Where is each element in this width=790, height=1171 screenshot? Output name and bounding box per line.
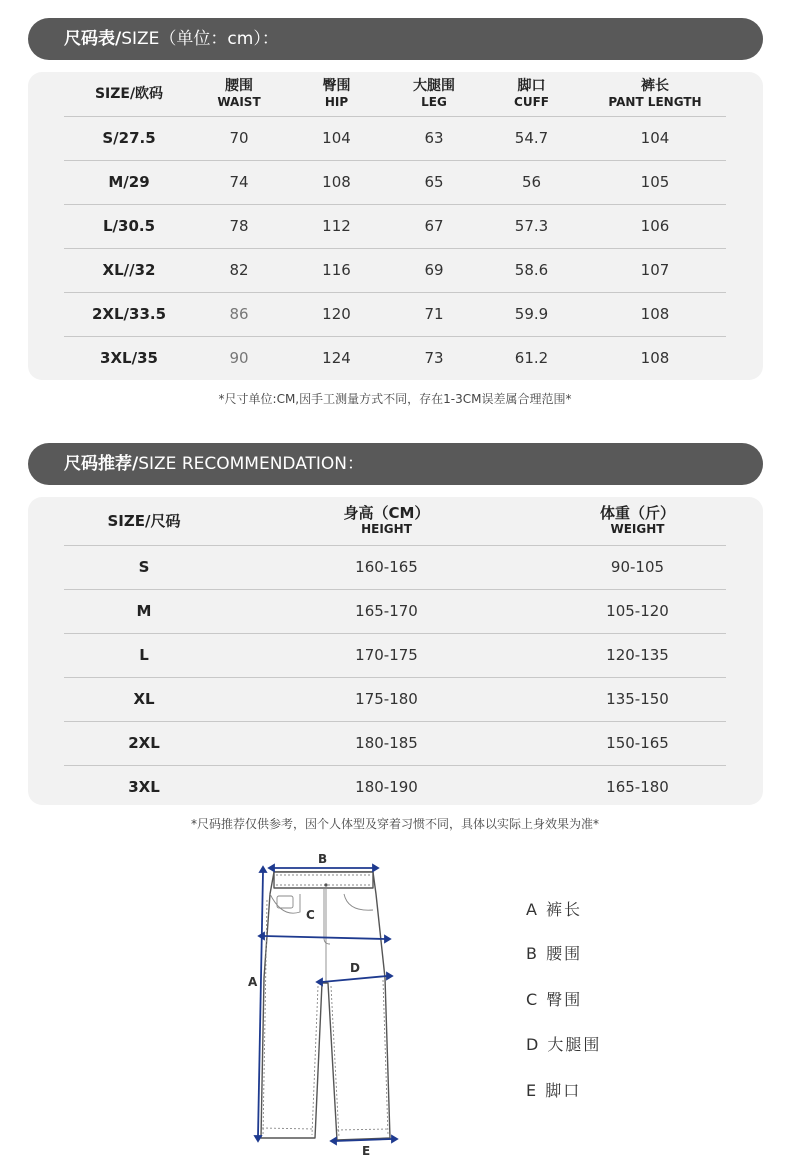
recommendation-card: [28, 497, 763, 805]
size-chart-cell: L/30.5: [64, 204, 194, 248]
legend-item-c: C 臀围: [526, 990, 583, 1009]
size-chart-cell: 58.6: [479, 248, 584, 292]
size-chart-cell: 70: [194, 116, 284, 160]
recommendation-banner: [28, 443, 763, 485]
size-chart-title: 尺码表/: [64, 29, 122, 49]
recommendation-cell: 180-185: [224, 721, 549, 765]
size-chart-cell: 124: [284, 336, 389, 380]
size-chart-cell: 108: [584, 336, 726, 380]
recommendation-cell: 180-190: [224, 765, 549, 809]
size-chart-note: *尺寸单位:CM,因手工测量方式不同，存在1-3CM误差属合理范围*: [218, 392, 572, 406]
recommendation-cell: 2XL: [64, 721, 224, 765]
header-size: SIZE/欧码: [94, 85, 164, 102]
recommendation-row: [64, 721, 726, 765]
size-chart-cell: 107: [584, 248, 726, 292]
size-chart-table: [64, 72, 726, 380]
size-chart-row: [64, 204, 726, 248]
size-chart-row: [64, 248, 726, 292]
size-chart-header-row: [64, 72, 726, 116]
size-chart-cell: 67: [389, 204, 479, 248]
size-chart-banner: [28, 18, 763, 60]
label-d: D: [350, 961, 360, 975]
recommendation-cell: XL: [64, 677, 224, 721]
legend-item-b: B 腰围: [526, 944, 583, 963]
recommendation-cell: M: [64, 589, 224, 633]
size-chart-row: [64, 336, 726, 380]
size-chart-cell: 2XL/33.5: [64, 292, 194, 336]
size-chart-cell: 69: [389, 248, 479, 292]
recommendation-cell: 160-165: [224, 545, 549, 589]
recommendation-title-rest: SIZE RECOMMENDATION：: [138, 454, 365, 474]
size-chart-row: [64, 160, 726, 204]
size-chart-cell: 106: [584, 204, 726, 248]
recommendation-row: [64, 677, 726, 721]
size-chart-cell: 57.3: [479, 204, 584, 248]
recommendation-cell: 135-150: [549, 677, 726, 721]
size-chart-cell: 3XL/35: [64, 336, 194, 380]
size-chart-cell: 73: [389, 336, 479, 380]
size-chart-cell: 74: [194, 160, 284, 204]
size-chart-cell: M/29: [64, 160, 194, 204]
header-waist: 腰围 WAIST: [217, 77, 261, 109]
size-chart-cell: 108: [584, 292, 726, 336]
recommendation-row: [64, 633, 726, 677]
size-chart-cell: 71: [389, 292, 479, 336]
size-chart-cell: 105: [584, 160, 726, 204]
recommendation-note: *尺码推荐仅供参考，因个人体型及穿着习惯不同，具体以实际上身效果为准*: [190, 817, 599, 831]
size-chart-cell: 82: [194, 248, 284, 292]
size-chart-cell: 56: [479, 160, 584, 204]
legend-item-e: E 脚口: [526, 1081, 582, 1100]
recommendation-cell: L: [64, 633, 224, 677]
size-chart-cell: XL//32: [64, 248, 194, 292]
size-chart-cell: 112: [284, 204, 389, 248]
size-chart-cell: 65: [389, 160, 479, 204]
waistband: [274, 872, 373, 888]
recommendation-cell: 90-105: [549, 545, 726, 589]
size-chart-cell: S/27.5: [64, 116, 194, 160]
recommendation-cell: S: [64, 545, 224, 589]
recommendation-table: [64, 497, 726, 809]
pants-outline: [261, 872, 390, 1140]
recommendation-cell: 170-175: [224, 633, 549, 677]
header-height: 身高（CM） HEIGHT: [343, 503, 430, 536]
label-a: A: [248, 975, 258, 989]
recommendation-row: [64, 765, 726, 809]
size-chart-cell: 54.7: [479, 116, 584, 160]
header-pant-length: 裤长 PANT LENGTH: [608, 77, 702, 109]
header-size-rec: SIZE/尺码: [107, 511, 181, 530]
recommendation-header-row: [64, 497, 726, 545]
header-cuff: 脚口 CUFF: [514, 77, 549, 109]
recommendation-title: 尺码推荐/: [64, 454, 139, 474]
size-chart-cell: 90: [194, 336, 284, 380]
size-chart-cell: 108: [284, 160, 389, 204]
size-chart-row: [64, 116, 726, 160]
recommendation-cell: 3XL: [64, 765, 224, 809]
header-leg: 大腿围 LEG: [413, 77, 455, 109]
recommendation-cell: 120-135: [549, 633, 726, 677]
recommendation-cell: 165-170: [224, 589, 549, 633]
label-b: B: [318, 852, 328, 866]
recommendation-cell: 175-180: [224, 677, 549, 721]
legend-item-a: A 裤长: [526, 900, 583, 919]
recommendation-row: [64, 545, 726, 589]
size-chart-cell: 78: [194, 204, 284, 248]
size-chart-cell: 86: [194, 292, 284, 336]
header-hip: 臀围 HIP: [322, 77, 351, 109]
size-chart-cell: 104: [284, 116, 389, 160]
recommendation-cell: 150-165: [549, 721, 726, 765]
legend-item-d: D 大腿围: [526, 1035, 602, 1054]
recommendation-cell: 165-180: [549, 765, 726, 809]
size-chart-cell: 104: [584, 116, 726, 160]
size-chart-cell: 116: [284, 248, 389, 292]
recommendation-row: [64, 589, 726, 633]
label-c: C: [306, 908, 315, 922]
header-weight: 体重（斤） WEIGHT: [599, 503, 675, 536]
pants-diagram: [240, 848, 410, 1163]
size-chart-cell: 59.9: [479, 292, 584, 336]
recommendation-cell: 105-120: [549, 589, 726, 633]
size-chart-cell: 120: [284, 292, 389, 336]
size-chart-cell: 61.2: [479, 336, 584, 380]
size-chart-title-rest: SIZE（单位：cm）：: [121, 29, 279, 49]
label-e: E: [362, 1144, 371, 1158]
size-chart-cell: 63: [389, 116, 479, 160]
size-chart-row: [64, 292, 726, 336]
size-chart-card: [28, 72, 763, 380]
